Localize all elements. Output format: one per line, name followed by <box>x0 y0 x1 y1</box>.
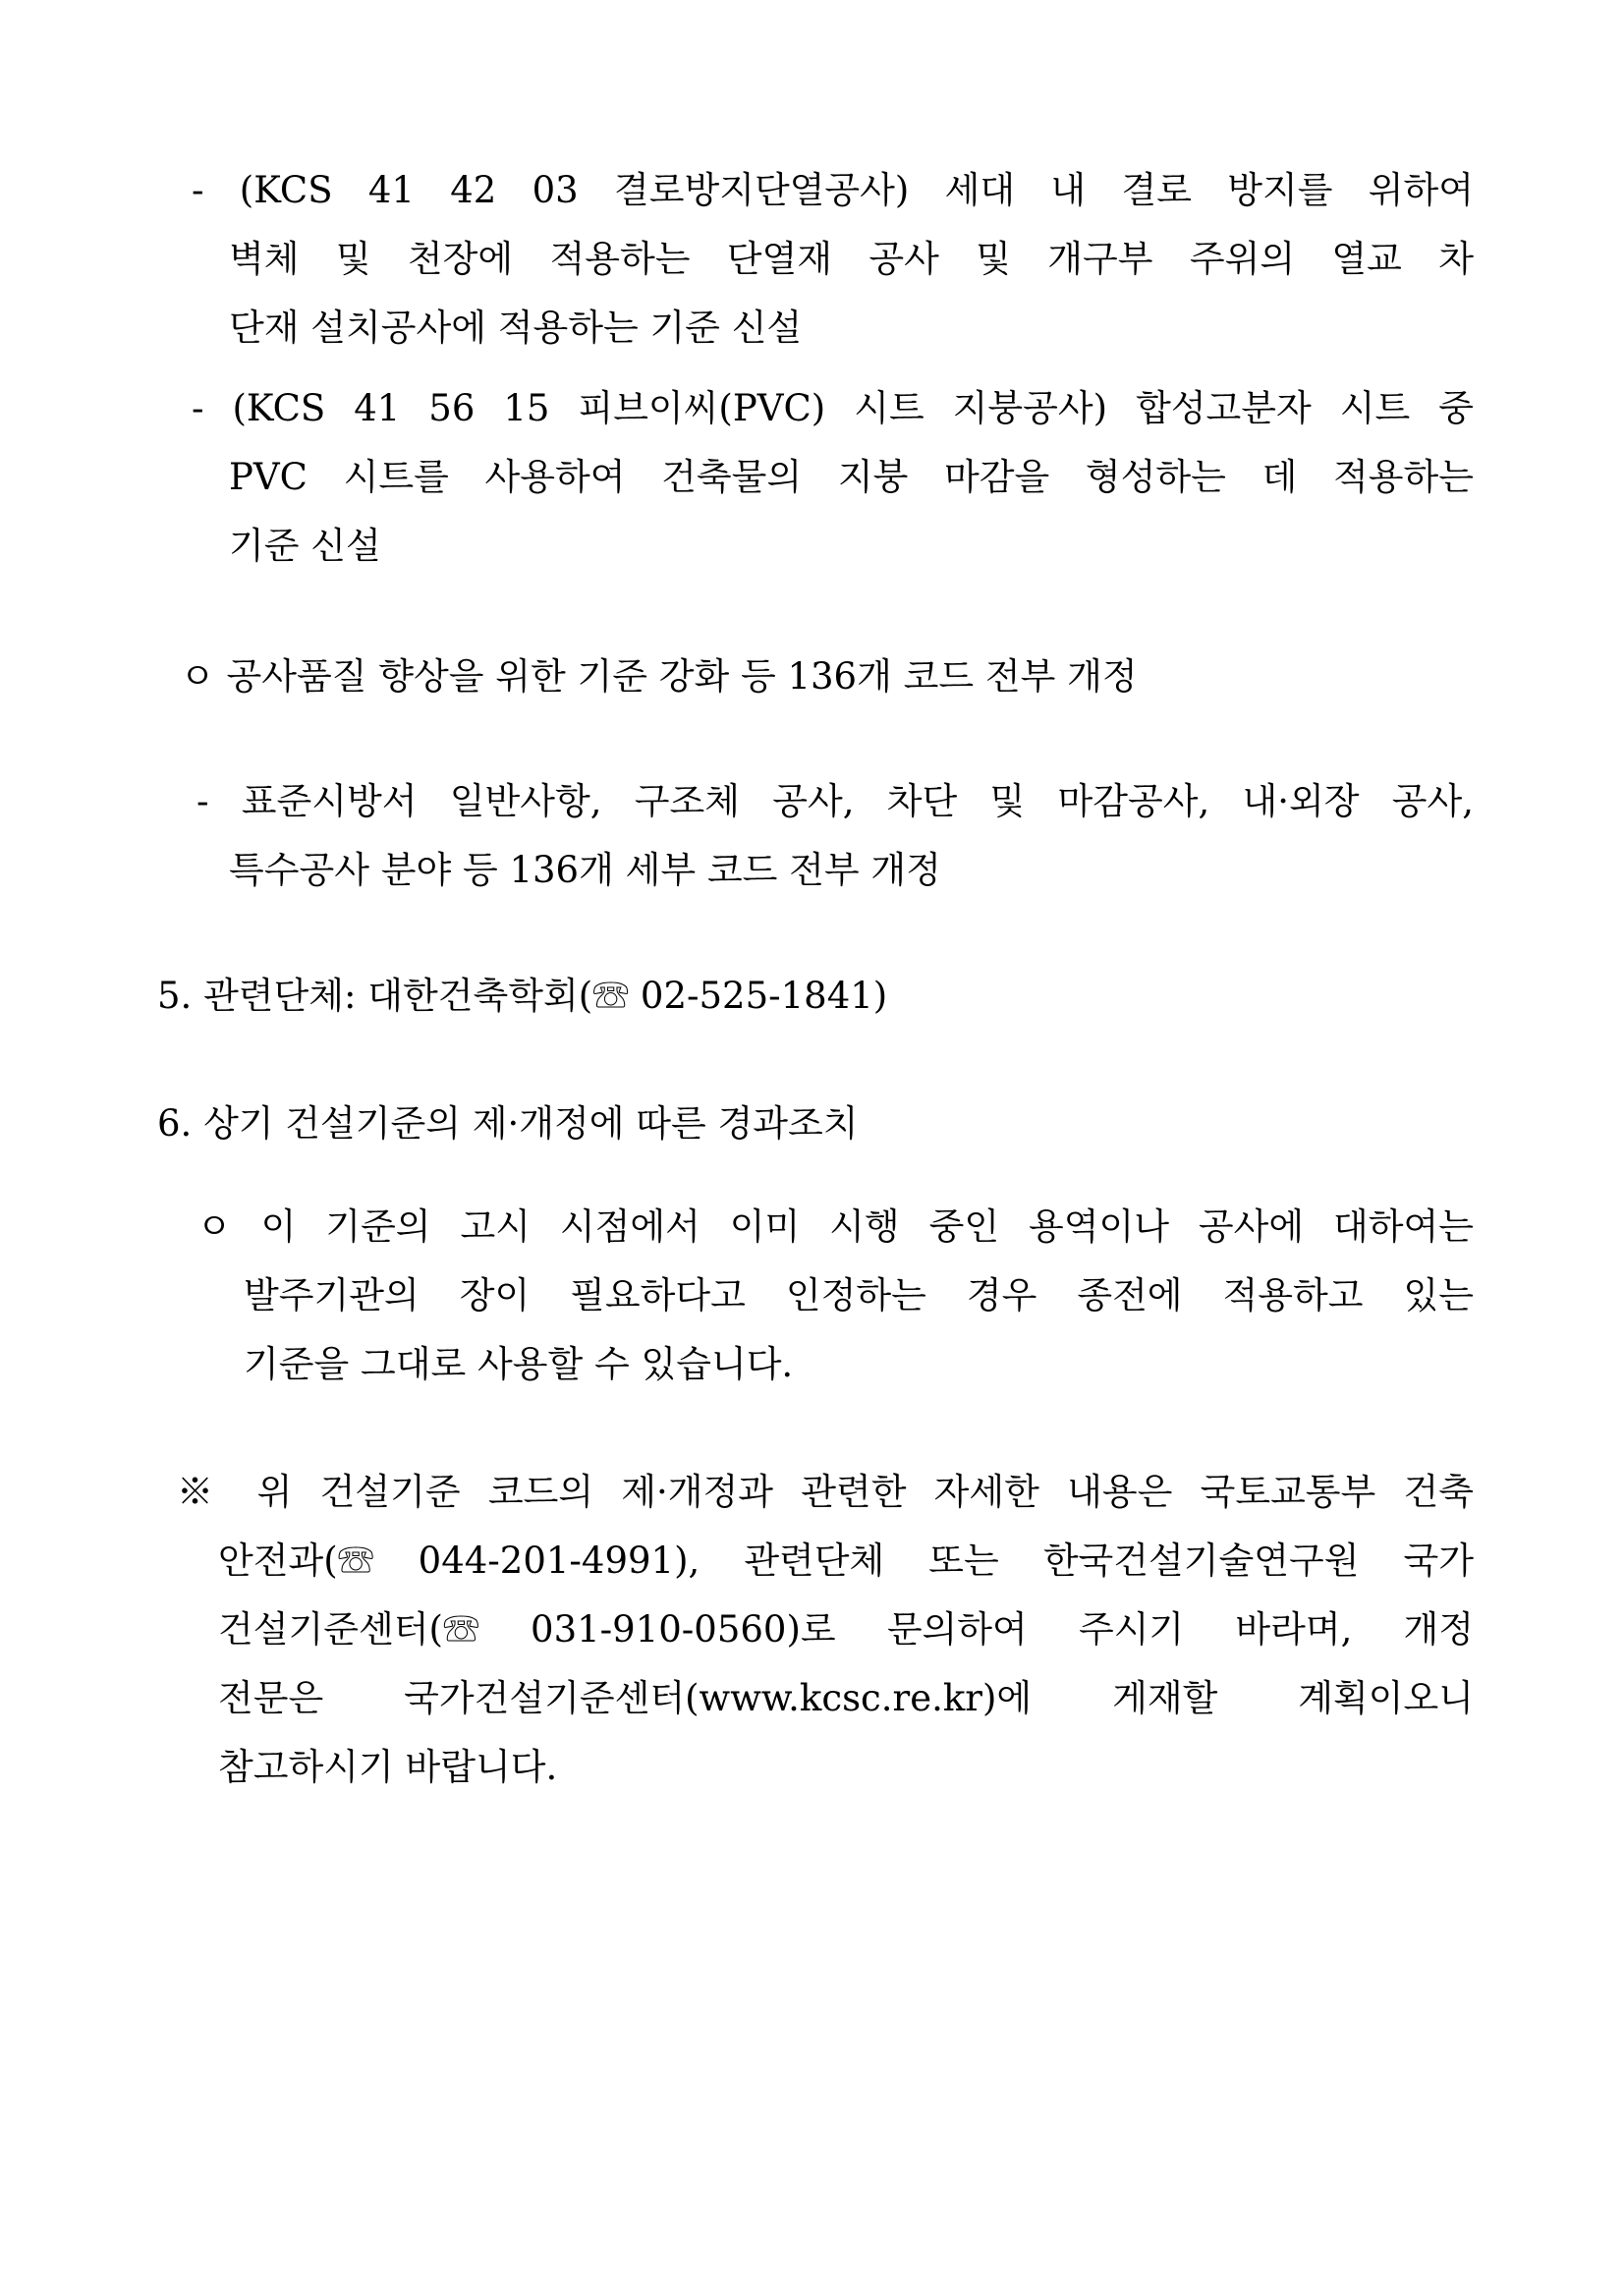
transition-body-line-2: 발주기관의 장이 필요하다고 인정하는 경우 종전에 적용하고 있는 <box>244 1274 1474 1316</box>
kcs-415615-line-3: 기준 신설 <box>229 525 381 567</box>
transition-body-line-3: 기준을 그대로 사용할 수 있습니다. <box>244 1343 794 1385</box>
kcs-414203-line-2: 벽체 및 천장에 적용하는 단열재 공사 및 개구부 주위의 열교 차 <box>229 238 1474 280</box>
note-line-1: ※ 위 건설기준 코드의 제·개정과 관련한 자세한 내용은 국토교통부 건축 <box>177 1471 1474 1513</box>
revision-detail-line-1: - 표준시방서 일반사항, 구조체 공사, 차단 및 마감공사, 내·외장 공사, <box>196 780 1474 822</box>
revision-detail-line-2: 특수공사 분야 등 136개 세부 코드 전부 개정 <box>229 849 941 891</box>
note-line-4: 전문은 국가건설기준센터(www.kcsc.re.kr)에 게재할 계획이오니 <box>218 1677 1474 1719</box>
note-line-5: 참고하시기 바랍니다. <box>218 1746 558 1788</box>
note-line-2: 안전과(☏ 044-201-4991), 관련단체 또는 한국건설기술연구원 국가 <box>218 1540 1474 1582</box>
revision-summary-line: ㅇ 공사품질 향상을 위한 기준 강화 등 136개 코드 전부 개정 <box>180 655 1138 698</box>
kcs-415615-line-1: - (KCS 41 56 15 피브이씨(PVC) 시트 지붕공사) 합성고분자 시트 중 <box>192 387 1474 429</box>
related-org-line: 5. 관련단체: 대한건축학회(☏ 02-525-1841) <box>157 975 888 1017</box>
kcs-415615-line-2: PVC 시트를 사용하여 건축물의 지붕 마감을 형성하는 데 적용하는 <box>229 456 1474 498</box>
note-line-3: 건설기준센터(☏ 031-910-0560)로 문의하여 주시기 바라며, 개정 <box>218 1608 1474 1651</box>
kcs-414203-line-1: - (KCS 41 42 03 결로방지단열공사) 세대 내 결로 방지를 위하여 <box>192 169 1474 211</box>
kcs-414203-line-3: 단재 설치공사에 적용하는 기준 신설 <box>229 307 803 349</box>
transition-body-line-1: ㅇ 이 기준의 고시 시점에서 이미 시행 중인 용역이나 공사에 대하여는 <box>196 1205 1474 1248</box>
transition-heading-line: 6. 상기 건설기준의 제·개정에 따른 경과조치 <box>157 1102 859 1145</box>
